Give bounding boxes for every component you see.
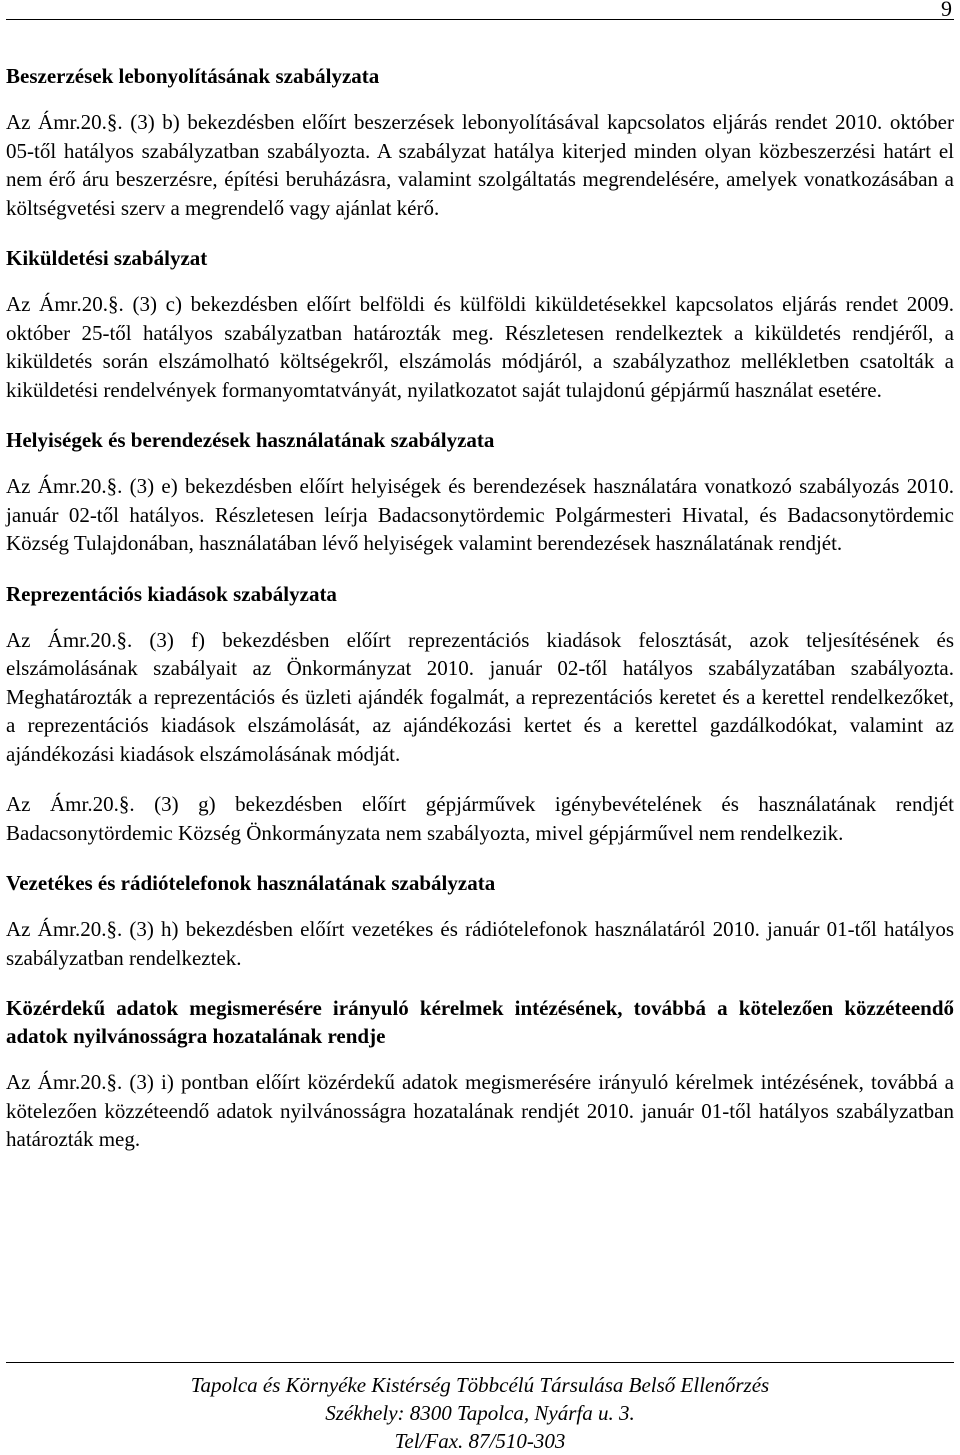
- section-title: Közérdekű adatok megismerésére irányuló kérelmek intézésének, továbbá a kötelezően közzéteendő adatok nyilvánosságra hozatalának rendje: [6, 996, 954, 1048]
- section-premises-equipment: [6, 426, 954, 558]
- section-title: Kiküldetési szabályzat: [6, 246, 208, 270]
- section-telephones: [6, 869, 954, 972]
- section-title: Helyiségek és berendezések használatának szabályzata: [6, 428, 495, 452]
- page-number: 9: [941, 0, 952, 21]
- footer-address: Székhely: 8300 Tapolca, Nyárfa u. 3.: [325, 1401, 635, 1425]
- section-paragraph: Az Ámr.20.§. (3) h) bekezdésben előírt vezetékes és rádiótelefonok használatáról 2010. január 01-től hatályos szabályzatban rendelkeztek.: [6, 917, 954, 970]
- footer-organization: Tapolca és Környéke Kistérség Többcélú Társulása Belső Ellenőrzés: [190, 1373, 770, 1397]
- footer-rule: [6, 1362, 954, 1363]
- header-rule: [6, 19, 954, 20]
- section-title: Reprezentációs kiadások szabályzata: [6, 581, 337, 606]
- section-paragraph: Az Ámr.20.§. (3) e) bekezdésben előírt helyiségek és berendezések használatára vonatkozó szabályozás 2010. január 02-től hatályos. Részletesen leírja Badacsonytördemic Polgármesteri Hivatal, és Badacsonytördemic Község Tulajdonában, használatában lévő helyiségek valamint berendezések használatának rendjét.: [6, 474, 954, 555]
- section-business-travel: [6, 244, 954, 404]
- page-footer: [0, 1371, 960, 1455]
- section-paragraph: Az Ámr.20.§. (3) g) bekezdésben előírt gépjárművek igénybevételének és használatának rendjét Badacsonytördemic Község Önkormányzata nem szabályozta, mivel gépjárművel nem rendelkezik.: [6, 792, 954, 845]
- section-title: Vezetékes és rádiótelefonok használatának szabályzata: [6, 871, 496, 895]
- section-paragraph: Az Ámr.20.§. (3) i) pontban előírt közérdekű adatok megismerésére irányuló kérelmek intézésének, továbbá a kötelezően közzéteendő adatok nyilvánosságra hozatalának rendjét 2010. január 01-től hatályos szabályzatban határozták meg.: [6, 1070, 954, 1151]
- section-title: Beszerzések lebonyolításának szabályzata: [6, 64, 380, 88]
- section-paragraph: Az Ámr.20.§. (3) c) bekezdésben előírt belföldi és külföldi kiküldetésekkel kapcsolatos eljárás rendet 2009. október 25-től hatályos szabályzatban határozták meg. Részletesen rendelkeztek a kiküldetés rendjéről, a kiküldetés során elszámolható költségekről, elszámolás módjáról, a szabályzathoz mellékletben csatolták a kiküldetési rendelvények formanyomtatványát, nyilatkozatot saját tulajdonú gépjármű használat esetére.: [6, 292, 954, 402]
- footer-phone: Tel/Fax. 87/510-303: [394, 1429, 566, 1453]
- section-paragraph: Az Ámr.20.§. (3) b) bekezdésben előírt beszerzések lebonyolításával kapcsolatos eljárás rendet 2010. október 05-től hatályos szabályzatban szabályozta. A szabályzat hatálya kiterjed minden olyan közbeszerzési határt el nem érő áru beszerzésre, építési beruházásra, valamint szolgáltatás megrendelésére, amelyek vonatkozásában a költségvetési szerv a megrendelő vagy ajánlat kérő.: [6, 110, 954, 220]
- section-public-data: [6, 994, 954, 1154]
- section-procurement: [6, 62, 954, 222]
- section-paragraph: Az Ámr.20.§. (3) f) bekezdésben előírt reprezentációs kiadások felosztását, azok teljesítésének és elszámolásának szabályait az Önkormányzat 2010. január 02-től hatályos szabályzatában szabályozta. Meghatározták a reprezentációs és üzleti ajándék fogalmát, a reprezentációs keretet és a kerettel rendelkezőket, a reprezentációs kiadások elszámolását, az ajándékozási kertet és a kerettel gazdálkodókat, valamint az ajándékozási kiadások elszámolásának módját.: [6, 627, 954, 766]
- document-body: [6, 62, 954, 1176]
- section-representation: [6, 580, 954, 848]
